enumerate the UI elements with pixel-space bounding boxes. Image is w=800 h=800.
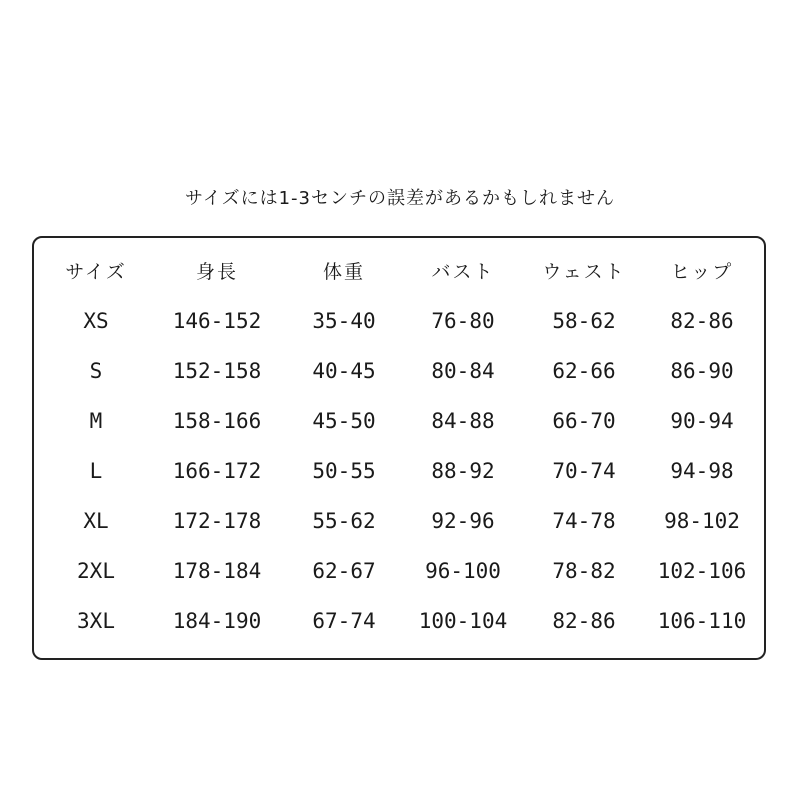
height-cell: 166-172 — [172, 459, 262, 483]
size-cell: L — [89, 459, 103, 483]
bust-cell: 80-84 — [431, 359, 495, 383]
table-row — [34, 599, 764, 643]
size-cell: XS — [83, 309, 109, 333]
weight-cell: 35-40 — [312, 309, 376, 333]
bust-cell: 96-100 — [425, 559, 501, 583]
waist-cell: 62-66 — [552, 359, 616, 383]
table-row — [34, 449, 764, 493]
hip-cell: 90-94 — [670, 409, 734, 433]
size-cell: M — [89, 409, 103, 433]
hip-cell: 86-90 — [670, 359, 734, 383]
header-size: サイズ — [65, 261, 127, 283]
size-tolerance-note: サイズには1-3センチの誤差があるかもしれません — [185, 188, 615, 209]
table-row — [34, 299, 764, 343]
hip-cell: 98-102 — [664, 509, 740, 533]
header-weight: 体重 — [322, 261, 365, 283]
height-cell: 146-152 — [172, 309, 262, 333]
header-waist: ウェスト — [542, 261, 626, 283]
bust-cell: 88-92 — [431, 459, 495, 483]
header-height: 身長 — [195, 261, 238, 283]
waist-cell: 70-74 — [552, 459, 616, 483]
hip-cell: 102-106 — [657, 559, 747, 583]
height-cell: 178-184 — [172, 559, 262, 583]
weight-cell: 45-50 — [312, 409, 376, 433]
size-cell: XL — [83, 509, 109, 533]
waist-cell: 58-62 — [552, 309, 616, 333]
table-row — [34, 549, 764, 593]
bust-cell: 84-88 — [431, 409, 495, 433]
header-bust: バスト — [431, 261, 495, 283]
table-row — [34, 349, 764, 393]
bust-cell: 76-80 — [431, 309, 495, 333]
bust-cell: 100-104 — [418, 609, 508, 633]
header-hip: ヒップ — [670, 261, 734, 283]
waist-cell: 78-82 — [552, 559, 616, 583]
height-cell: 158-166 — [172, 409, 262, 433]
size-chart-table — [32, 236, 766, 660]
hip-cell: 82-86 — [670, 309, 734, 333]
weight-cell: 40-45 — [312, 359, 376, 383]
weight-cell: 62-67 — [312, 559, 376, 583]
waist-cell: 82-86 — [552, 609, 616, 633]
table-row — [34, 399, 764, 443]
table-row — [34, 499, 764, 543]
weight-cell: 55-62 — [312, 509, 376, 533]
size-cell: 3XL — [77, 609, 115, 633]
height-cell: 152-158 — [172, 359, 262, 383]
hip-cell: 106-110 — [657, 609, 747, 633]
height-cell: 184-190 — [172, 609, 262, 633]
waist-cell: 74-78 — [552, 509, 616, 533]
size-cell: S — [89, 359, 103, 383]
height-cell: 172-178 — [172, 509, 262, 533]
weight-cell: 50-55 — [312, 459, 376, 483]
bust-cell: 92-96 — [431, 509, 495, 533]
size-cell: 2XL — [77, 559, 115, 583]
waist-cell: 66-70 — [552, 409, 616, 433]
hip-cell: 94-98 — [670, 459, 734, 483]
table-header-row — [34, 250, 764, 294]
weight-cell: 67-74 — [312, 609, 376, 633]
